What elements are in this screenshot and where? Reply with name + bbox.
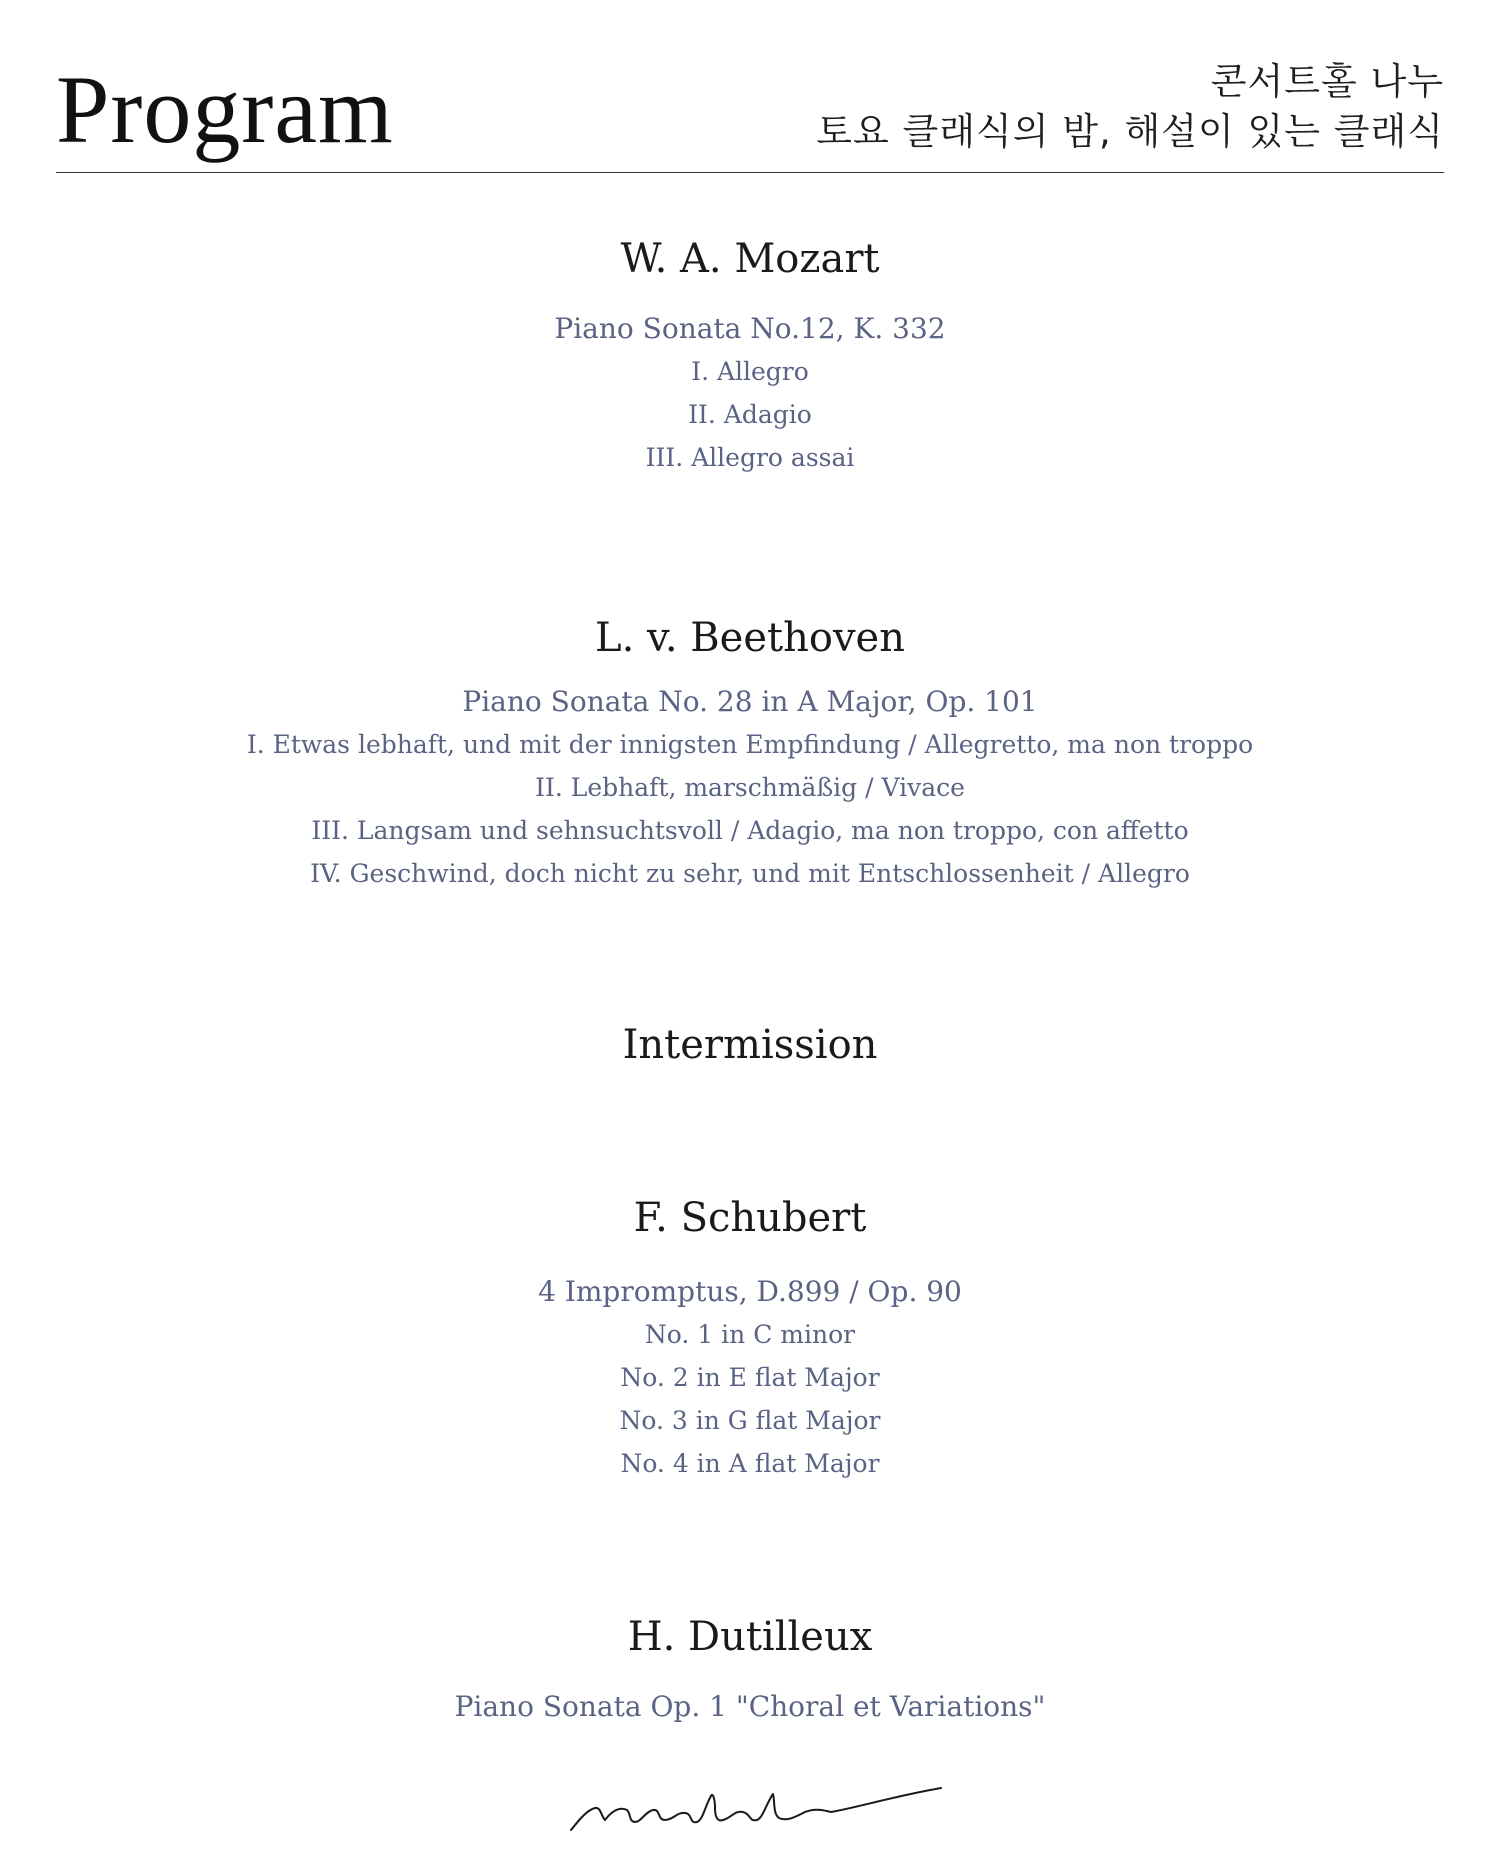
concert-info	[816, 58, 1444, 158]
movement-item: No. 4 in A flat Major	[620, 1449, 880, 1478]
page-title: Program	[56, 56, 394, 163]
mozart-section	[0, 232, 1500, 479]
work-title: Piano Sonata No. 28 in A Major, Op. 101	[462, 685, 1038, 718]
movement-item: No. 2 in E flat Major	[620, 1363, 880, 1392]
composer-name: F. Schubert	[633, 1195, 867, 1241]
movement-item: III. Allegro assai	[645, 443, 855, 472]
dutilleux-section	[0, 1610, 1500, 1728]
movement-item: II. Adagio	[688, 400, 812, 429]
movement-item: III. Langsam und sehnsuchtsvoll / Adagio, ma non troppo, con affetto	[311, 816, 1189, 845]
header-divider	[56, 172, 1444, 173]
movement-item: No. 1 in C minor	[644, 1320, 856, 1349]
intermission-section	[0, 1018, 1500, 1072]
program-header	[56, 40, 1444, 172]
composer-name: L. v. Beethoven	[595, 615, 905, 661]
work-title: Piano Sonata Op. 1 "Choral et Variations"	[454, 1690, 1046, 1723]
composer-name: W. A. Mozart	[620, 236, 880, 282]
composer-name: H. Dutilleux	[627, 1614, 873, 1660]
venue-name: 콘서트홀 나누	[1210, 60, 1444, 103]
movement-item: IV. Geschwind, doch nicht zu sehr, und mit Entschlossenheit / Allegro	[310, 859, 1190, 888]
movement-item: II. Lebhaft, marschmäßig / Vivace	[535, 773, 965, 802]
movement-item: No. 3 in G flat Major	[619, 1406, 881, 1435]
signature-logo	[565, 1782, 945, 1842]
intermission-label: Intermission	[622, 1022, 878, 1068]
work-title: 4 Impromptus, D.899 / Op. 90	[538, 1275, 962, 1308]
movement-item: I. Allegro	[691, 357, 809, 386]
schubert-section	[0, 1191, 1500, 1485]
movement-list	[0, 1313, 1500, 1485]
event-title: 토요 클래식의 밤, 해설이 있는 클래식	[816, 110, 1444, 153]
beethoven-section	[0, 611, 1500, 895]
movement-list	[0, 350, 1500, 479]
work-title: Piano Sonata No.12, K. 332	[554, 312, 946, 345]
movement-item: I. Etwas lebhaft, und mit der innigsten Empfindung / Allegretto, ma non troppo	[246, 730, 1254, 759]
movement-list	[0, 723, 1500, 895]
